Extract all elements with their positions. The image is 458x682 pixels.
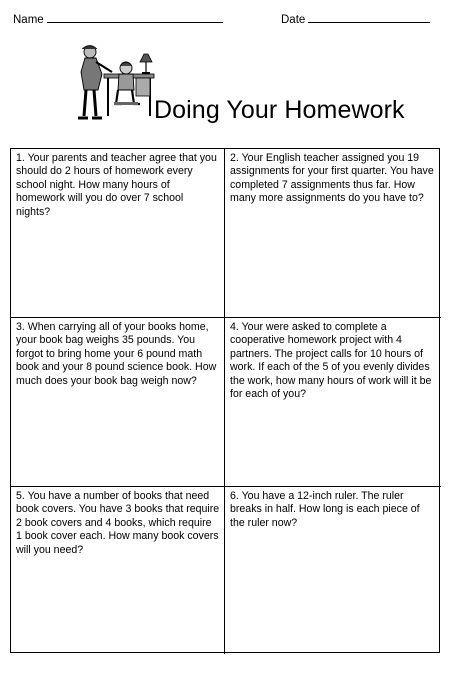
problem-grid <box>10 148 440 653</box>
date-line <box>281 11 430 26</box>
problem-5: 5. You have a number of books that need book covers. You have 3 books that require 2 book covers and 4 books, which require 1 book cover each. How many book covers will you need? <box>11 486 225 654</box>
date-label: Date <box>281 14 306 26</box>
name-label: Name <box>13 14 44 26</box>
problem-3: 3. When carrying all of your books home, your book bag weighs 35 pounds. You forgot to bring home your 6 pound math book and your 8 pound science book. How much does your book bag weigh now? <box>11 317 225 486</box>
problem-4: 4. Your were asked to complete a cooperative homework project with 4 partners. The project calls for 10 hours of work. If each of the 5 of you evenly divides the work, how many hours of work will it be for each of you? <box>225 317 441 486</box>
page-title: Doing Your Homework <box>154 96 405 124</box>
problem-1: 1. Your parents and teacher agree that you should do 2 hours of homework every school night. How many hours of homework will you do over 7 school nights? <box>11 149 225 317</box>
date-blank[interactable] <box>308 11 430 23</box>
problem-2: 2. Your English teacher assigned you 19 assignments for your first quarter. You have completed 7 assignments thus far. How many more assignments do you have to? <box>230 152 434 205</box>
name-blank[interactable] <box>47 11 223 23</box>
problem-6: 6. You have a 12-inch ruler. The ruler breaks in half. How long is each piece of the ruler now? <box>225 486 441 654</box>
teacher-helping-student-at-desk-icon <box>76 44 158 122</box>
name-line <box>13 11 223 26</box>
